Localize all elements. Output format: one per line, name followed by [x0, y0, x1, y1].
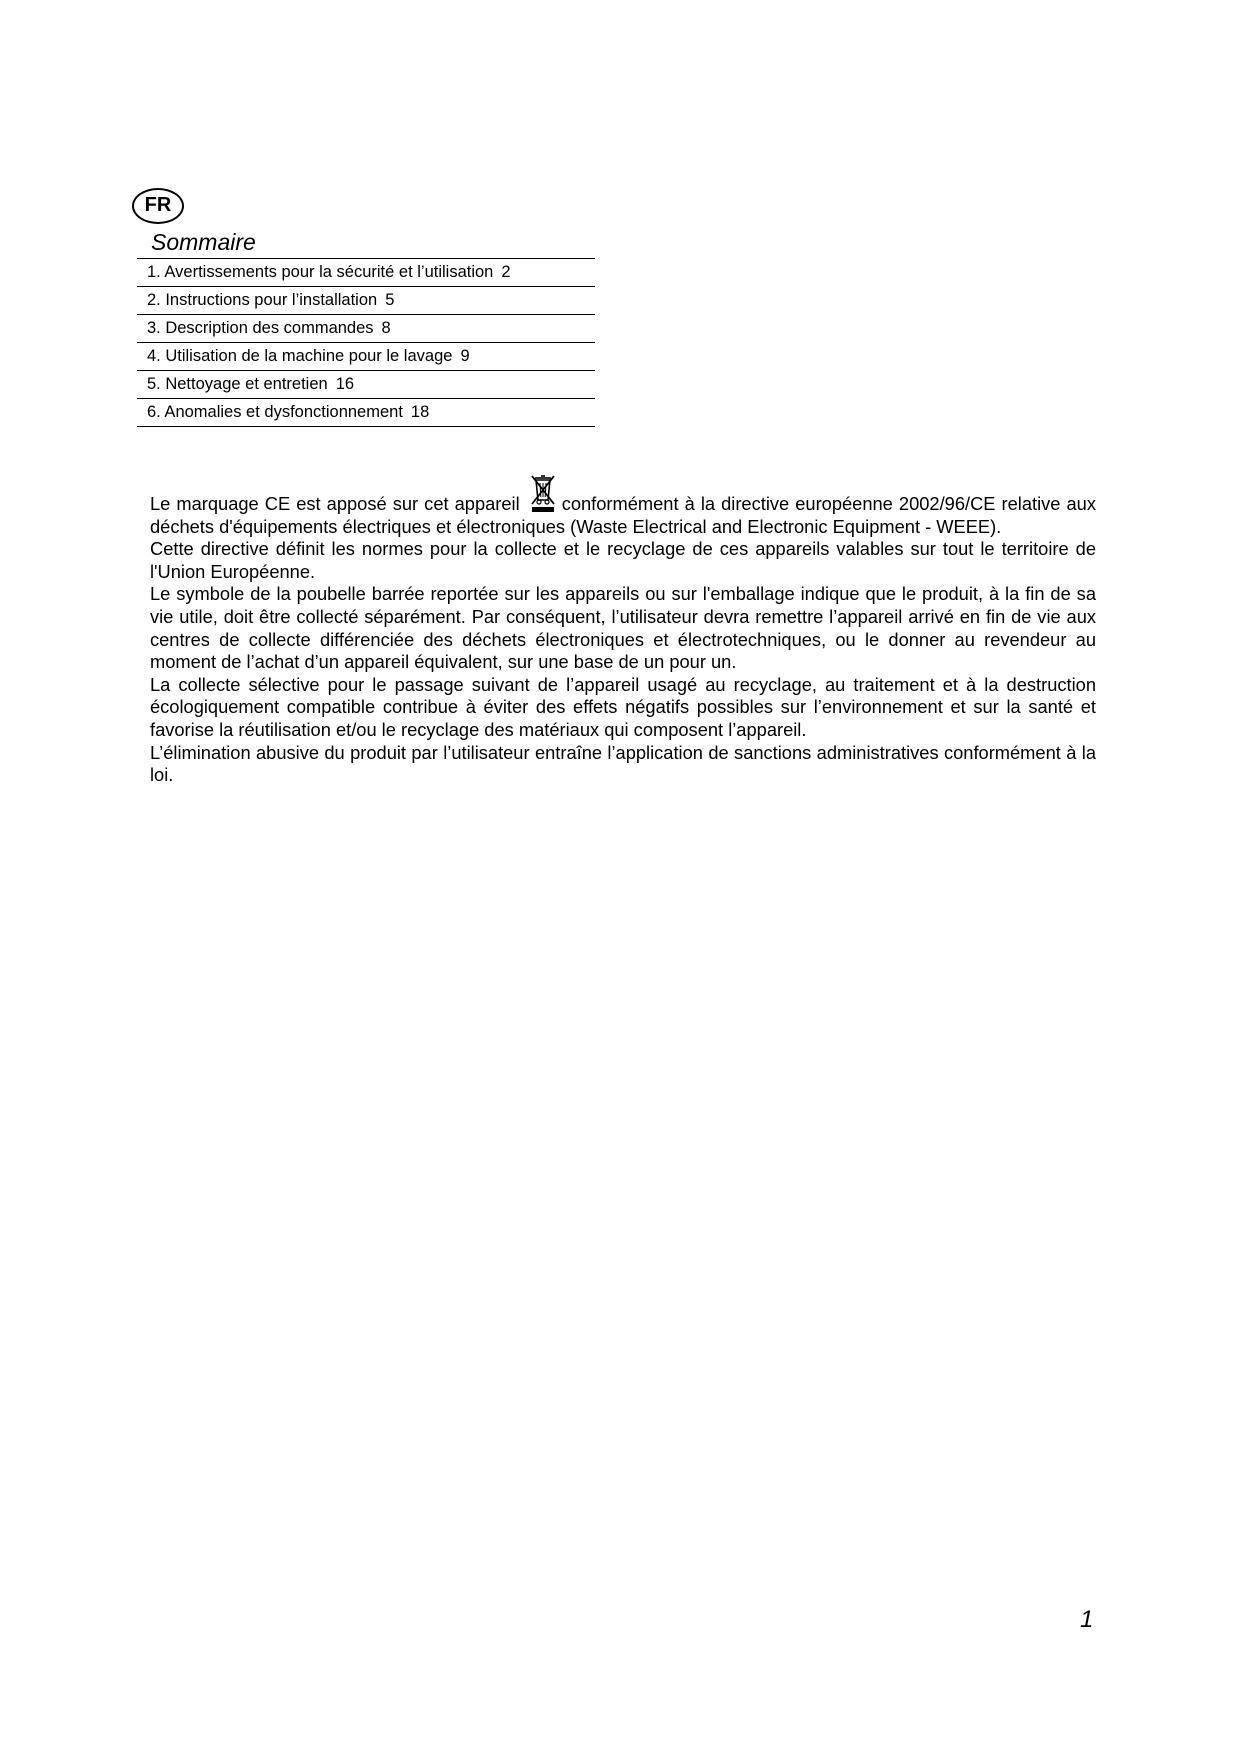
toc-item-page: 18 [410, 403, 430, 421]
notice-paragraph: Cette directive définit les normes pour la collecte et le recyclage de ces appareils valables sur tout le territoire de l'Union Européenne. [150, 538, 1096, 582]
notice-paragraph [150, 474, 1096, 538]
weee-notice [150, 474, 1096, 787]
page-number: 1 [1080, 1606, 1094, 1633]
toc-item[interactable] [137, 399, 595, 427]
notice-paragraph: La collecte sélective pour le passage suivant de l’appareil usagé au recyclage, au traitement et à la destruction écologiquement compatible contribue à éviter des effets négatifs possibles sur l’environnement et sur la santé et favorise la réutilisation et/ou le recyclage des matériaux qui composent l’appareil. [150, 673, 1096, 740]
toc-title: Sommaire [151, 229, 256, 255]
notice-text-before-icon: Le marquage CE est apposé sur cet appareil [150, 493, 520, 514]
toc-item[interactable] [137, 287, 595, 315]
toc-item-page: 9 [460, 347, 470, 365]
toc-item-label: 2. Instructions pour l’installation [147, 291, 378, 309]
toc-item-page: 5 [385, 291, 395, 309]
toc-item-label: 3. Description des commandes [147, 319, 374, 337]
language-badge: FR [132, 188, 184, 224]
toc-item[interactable] [137, 315, 595, 343]
table-of-contents [137, 258, 595, 427]
toc-item[interactable] [137, 259, 595, 287]
toc-item-label: 4. Utilisation de la machine pour le lavage [147, 347, 453, 365]
toc-item-page: 2 [501, 263, 511, 281]
notice-paragraph: Le symbole de la poubelle barrée reportée sur les appareils ou sur l'emballage indique que le produit, à la fin de sa vie utile, doit être collecté séparément. Par conséquent, l’utilisateur devra remettre l’appareil arrivé en fin de vie aux centres de collecte différenciée des déchets électroniques et électrotechniques, ou le donner au revendeur au moment de l’achat d’un appareil équivalent, sur une base de un pour un. [150, 583, 1096, 673]
toc-item-label: 5. Nettoyage et entretien [147, 375, 328, 393]
crossed-out-wheelie-bin-icon [530, 474, 556, 514]
toc-item[interactable] [137, 343, 595, 371]
toc-item[interactable] [137, 371, 595, 399]
toc-item-page: 8 [381, 319, 391, 337]
toc-item-label: 6. Anomalies et dysfonctionnement [147, 403, 403, 421]
toc-item-page: 16 [335, 375, 355, 393]
toc-item-label: 1. Avertissements pour la sécurité et l’utilisation [147, 263, 494, 281]
notice-paragraph: L’élimination abusive du produit par l’utilisateur entraîne l’application de sanctions administratives conformément à la loi. [150, 741, 1096, 786]
notice-text-after-icon: conformément à la directive européenne 2002/96/CE relative aux déchets d'équipements électriques et électroniques (Waste Electrical and Electronic Equipment - WEEE). [150, 493, 1096, 537]
